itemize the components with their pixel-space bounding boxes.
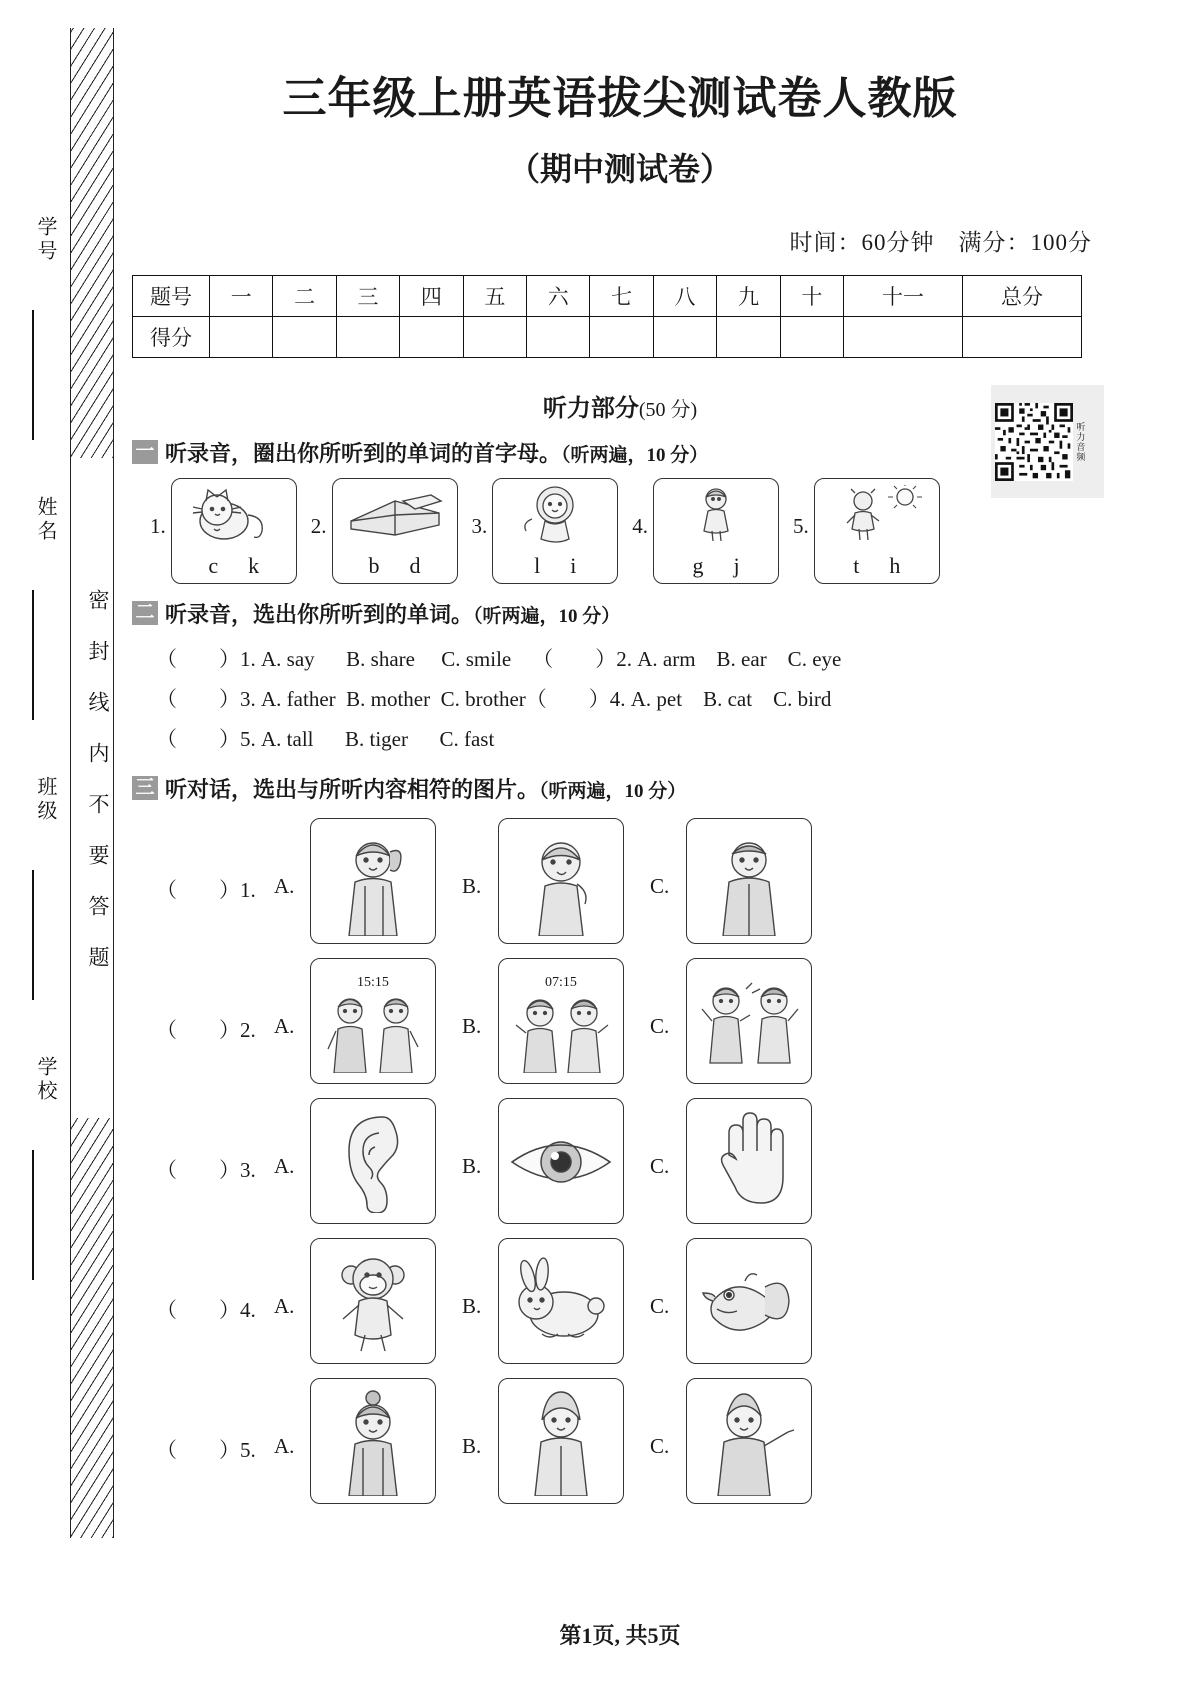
- girl-icon: [686, 483, 746, 545]
- q3-row-2-label-a: A.: [274, 1014, 295, 1038]
- score-col-3: 三: [336, 276, 399, 317]
- q3-row-3-label-c: C.: [650, 1154, 670, 1178]
- q3-row-5: [156, 1378, 1108, 1504]
- q1-item-4: [632, 478, 779, 584]
- q1-item-4-letters[interactable]: [692, 553, 739, 583]
- seal-field-name: 姓名: [34, 496, 56, 544]
- q3-row-5-label-b: B.: [462, 1434, 482, 1458]
- score-cell-9[interactable]: [717, 317, 780, 358]
- q3-row-2-option-b[interactable]: [462, 958, 624, 1084]
- q3-row-2-label-b: B.: [462, 1014, 482, 1038]
- section-3-title: 听对话，选出与所听内容相符的图片。: [165, 777, 540, 802]
- seal-hatch-top: [71, 28, 113, 458]
- q3-row-1-label-b: B.: [462, 874, 482, 898]
- score-col-6: 六: [527, 276, 590, 317]
- cat-icon: [184, 483, 284, 545]
- section-2-heading: [132, 598, 1108, 629]
- section-3-note: （听两遍，10 分）: [539, 781, 687, 802]
- q1-item-2-letters[interactable]: [369, 553, 421, 583]
- table-row-scores: [133, 317, 1082, 358]
- score-row-label-number: 题号: [133, 276, 210, 317]
- score-col-5: 五: [463, 276, 526, 317]
- section-2-items: [156, 639, 1108, 759]
- q3-row-4: [156, 1238, 1108, 1364]
- score-cell-1[interactable]: [210, 317, 273, 358]
- q3-row-3-label-a: A.: [274, 1154, 295, 1178]
- score-cell-7[interactable]: [590, 317, 653, 358]
- section-2-note: （听两遍，10 分）: [473, 606, 621, 627]
- q3-row-5-option-c[interactable]: [650, 1378, 812, 1504]
- page-title: 三年级上册英语拔尖测试卷人教版: [282, 74, 958, 123]
- q1-item-4-number: 4.: [632, 514, 648, 538]
- q3-row-2: [156, 958, 1108, 1084]
- q3-row-3-label-b: B.: [462, 1154, 482, 1178]
- seal-field-student-id: 学号: [34, 216, 56, 264]
- q3-row-2-option-a[interactable]: [274, 958, 436, 1084]
- grandma-icon[interactable]: [498, 1378, 624, 1504]
- seal-field-school: 学校: [34, 1056, 56, 1104]
- score-table: [132, 275, 1082, 358]
- table-row-header: [133, 276, 1082, 317]
- ear-icon[interactable]: [310, 1098, 436, 1224]
- q1-item-4-letter-b[interactable]: j: [733, 553, 740, 578]
- seal-band: [70, 28, 114, 1538]
- grandpa-icon[interactable]: [686, 1378, 812, 1504]
- score-col-9: 九: [717, 276, 780, 317]
- section-1-title-row: [165, 437, 708, 468]
- section-2-badge: 二: [132, 601, 158, 625]
- hand-icon[interactable]: [686, 1098, 812, 1224]
- audio-qr-label: 听力音频: [1075, 421, 1086, 462]
- score-cell-2[interactable]: [273, 317, 336, 358]
- q3-row-2-label-c: C.: [650, 1014, 670, 1038]
- q3-row-3-option-b[interactable]: [462, 1098, 624, 1224]
- q1-item-2: [311, 478, 458, 584]
- score-col-11: 十一: [844, 276, 963, 317]
- score-col-7: 七: [590, 276, 653, 317]
- q1-item-1-card[interactable]: [171, 478, 297, 584]
- listening-label: 听力部分: [542, 396, 639, 422]
- seal-margin: [0, 0, 120, 1600]
- q1-item-1: [150, 478, 297, 584]
- q3-row-4-option-c[interactable]: [650, 1238, 812, 1364]
- q3-row-4-label-a: A.: [274, 1294, 295, 1318]
- q1-item-3-letter-a[interactable]: l: [534, 553, 541, 578]
- page-subtitle: （期中测试卷）: [507, 151, 732, 187]
- q3-row-1-label-c: C.: [650, 874, 670, 898]
- section-1-note: （听两遍，10 分）: [561, 445, 709, 466]
- seal-rule-4: [32, 1150, 34, 1280]
- score-col-10: 十: [780, 276, 843, 317]
- score-col-8: 八: [653, 276, 716, 317]
- section-2-title-row: [165, 598, 620, 629]
- lion-icon: [512, 483, 598, 545]
- two-kids-icon[interactable]: [310, 958, 436, 1084]
- q1-item-2-letter-a[interactable]: b: [368, 553, 380, 578]
- q3-row-5-label-c: C.: [650, 1434, 670, 1458]
- q1-item-3-card[interactable]: [492, 478, 618, 584]
- q3-row-4-option-b[interactable]: [462, 1238, 624, 1364]
- monkey-icon[interactable]: [310, 1238, 436, 1364]
- qr-code-icon: [995, 403, 1073, 481]
- q3-row-1-option-a[interactable]: [274, 818, 436, 944]
- q1-item-5: [793, 478, 940, 584]
- q2-line-2[interactable]: （ ）3. A. father B. mother C. brother（ ）4. A. pet B. cat C. bird: [156, 687, 832, 711]
- score-cell-4[interactable]: [400, 317, 463, 358]
- hot-sun-icon: [829, 483, 925, 545]
- q3-row-1-option-c[interactable]: [650, 818, 812, 944]
- bed-icon: [343, 483, 447, 545]
- q3-row-4-option-a[interactable]: [274, 1238, 436, 1364]
- seal-hatch-bottom: [71, 1118, 113, 1538]
- kids-waving-icon[interactable]: [686, 958, 812, 1084]
- q3-row-2-caption-b: 07:15: [545, 975, 577, 990]
- score-cell-11[interactable]: [844, 317, 963, 358]
- score-cell-5[interactable]: [463, 317, 526, 358]
- score-cell-total[interactable]: [962, 317, 1081, 358]
- score-col-2: 二: [273, 276, 336, 317]
- q3-row-3-lead[interactable]: （ ）3.: [156, 1158, 256, 1182]
- q3-row-5-label-a: A.: [274, 1434, 295, 1458]
- q1-item-5-number: 5.: [793, 514, 809, 538]
- woman-talking-icon[interactable]: [498, 818, 624, 944]
- q1-item-3-letters[interactable]: [534, 553, 576, 583]
- q3-row-4-label-b: B.: [462, 1294, 482, 1318]
- q1-item-2-card[interactable]: [332, 478, 458, 584]
- q3-row-3-option-a[interactable]: [274, 1098, 436, 1224]
- q1-item-2-number: 2.: [310, 514, 327, 538]
- score-col-total: 总分: [962, 276, 1081, 317]
- q3-row-4-label-c: C.: [650, 1294, 670, 1318]
- seal-rule-1: [32, 310, 34, 440]
- score-cell-10[interactable]: [780, 317, 843, 358]
- q1-item-4-letter-a[interactable]: g: [692, 553, 704, 578]
- q3-row-1-lead[interactable]: （ ）1.: [156, 878, 256, 902]
- score-col-1: 一: [210, 276, 273, 317]
- section-1-badge: 一: [132, 440, 158, 464]
- q3-row-1-label-a: A.: [274, 874, 295, 898]
- listening-section-header: [120, 388, 1120, 423]
- exam-meta: 时间：60分钟 满分：100分: [789, 230, 1092, 255]
- q1-item-1-letter-b[interactable]: k: [248, 553, 260, 578]
- q1-item-3-number: 3.: [471, 514, 488, 538]
- score-cell-8[interactable]: [653, 317, 716, 358]
- q1-item-5-letter-b[interactable]: h: [889, 553, 901, 578]
- q3-row-5-lead[interactable]: （ ）5.: [156, 1438, 256, 1462]
- q2-line-3[interactable]: （ ）5. A. tall B. tiger C. fast: [156, 727, 495, 751]
- score-col-4: 四: [400, 276, 463, 317]
- q3-row-5-option-a[interactable]: [274, 1378, 436, 1504]
- section-3-badge: 三: [132, 776, 158, 800]
- section-1-heading: [132, 437, 1108, 468]
- q1-item-4-card[interactable]: [653, 478, 779, 584]
- seal-field-class: 班级: [34, 776, 56, 824]
- section-1-title: 听录音，圈出你所听到的单词的首字母。: [165, 441, 562, 466]
- girl-ponytail-icon[interactable]: [310, 818, 436, 944]
- q3-row-1-option-b[interactable]: [462, 818, 624, 944]
- q3-row-4-lead[interactable]: （ ）4.: [156, 1298, 256, 1322]
- q3-row-2-lead[interactable]: （ ）2.: [156, 1018, 256, 1042]
- score-cell-3[interactable]: [336, 317, 399, 358]
- exam-sheet: [120, 0, 1120, 1684]
- boy-icon[interactable]: [686, 818, 812, 944]
- q1-item-1-number: 1.: [150, 514, 166, 538]
- rabbit-icon[interactable]: [498, 1238, 624, 1364]
- q3-row-2-option-c[interactable]: [650, 958, 812, 1084]
- q1-item-5-card[interactable]: [814, 478, 940, 584]
- score-cell-6[interactable]: [527, 317, 590, 358]
- audio-qr-code[interactable]: [991, 385, 1104, 498]
- q3-row-5-option-b[interactable]: [462, 1378, 624, 1504]
- two-boys-icon[interactable]: [498, 958, 624, 1084]
- seal-rule-2: [32, 590, 34, 720]
- section-2-title: 听录音，选出你所听到的单词。: [165, 602, 474, 627]
- q1-item-5-letters[interactable]: [853, 553, 900, 583]
- q1-item-2-letter-b[interactable]: d: [409, 553, 421, 578]
- score-row-label-points: 得分: [133, 317, 210, 358]
- q1-item-5-letter-a[interactable]: t: [853, 553, 860, 578]
- seal-vertical-text: 密封线内不要答题: [86, 589, 110, 997]
- listening-points: (50 分): [638, 399, 698, 421]
- q1-item-3: [472, 478, 619, 584]
- q3-row-3: [156, 1098, 1108, 1224]
- page-footer: 第1页, 共5页: [559, 1623, 681, 1648]
- q1-item-1-letters[interactable]: [208, 553, 259, 583]
- young-woman-icon[interactable]: [310, 1378, 436, 1504]
- section-1-items: [150, 478, 1108, 584]
- q3-row-3-option-c[interactable]: [650, 1098, 812, 1224]
- fish-icon[interactable]: [686, 1238, 812, 1364]
- q1-item-1-letter-a[interactable]: c: [208, 553, 219, 578]
- seal-rule-3: [32, 870, 34, 1000]
- section-3-title-row: [165, 773, 686, 804]
- q1-item-3-letter-b[interactable]: i: [570, 553, 577, 578]
- q2-line-1[interactable]: （ ）1. A. say B. share C. smile （ ）2. A. arm B. ear C. eye: [156, 647, 842, 671]
- seal-field-list: [8, 180, 60, 1360]
- section-3-heading: [132, 773, 1108, 804]
- eye-icon[interactable]: [498, 1098, 624, 1224]
- q3-row-2-caption-a: 15:15: [357, 975, 389, 990]
- q3-row-1: [156, 818, 1108, 944]
